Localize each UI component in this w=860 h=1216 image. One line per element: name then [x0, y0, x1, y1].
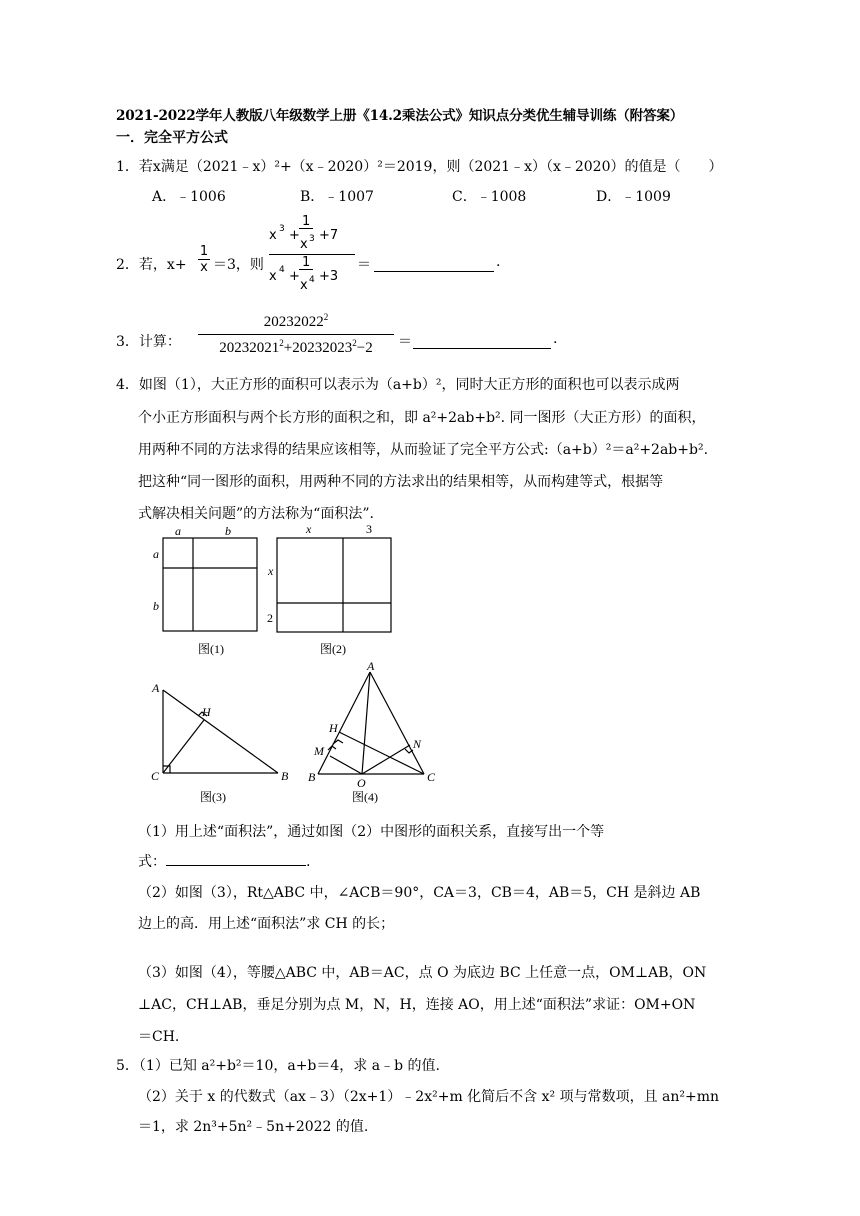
q4-sub1-line1: （1）用上述“面积法”，通过如图（2）中图形的面积关系，直接写出一个等: [138, 824, 605, 840]
fig2-label-left-2: 2: [267, 611, 273, 625]
question-4-line5: 式解决相关问题”的方法称为“面积法”.: [138, 506, 374, 522]
q4-sub3-line2: ⊥AC，CH⊥AB，垂足分别为点 M，N，H，连接 AO，用上述“面积法”求证：OM+ON: [138, 997, 696, 1013]
fig4-label-B: B: [308, 770, 316, 784]
fig3-label-C: C: [151, 769, 160, 783]
question-5-line1: 5．（1）已知 a²+b²＝10，a+b＝4，求 a﹣b 的值.: [116, 1058, 440, 1074]
q3-denominator: $20232021^2+20232023^2-2$: [219, 338, 373, 356]
question-number: 5．: [116, 1058, 139, 1074]
q2-eq3: ＝3，则: [213, 257, 264, 273]
option-a: A．﹣1006: [152, 189, 226, 205]
question-4-line1: 4．如图（1），大正方形的面积可以表示为（a+b）²，同时大正方形的面积也可以表示成两: [116, 377, 680, 393]
q2-numerator: x 3 + 1 x 3 +7: [269, 214, 339, 252]
figure-1: [163, 538, 257, 631]
option-c: C．﹣1008: [452, 189, 527, 205]
fig1-label-left-a: a: [153, 547, 159, 561]
q4-sub2-line1: （2）如图（3），Rt△ABC 中，∠ACB＝90°，CA＝3，CB＝4，AB＝5，CH 是斜边 AB: [138, 885, 701, 901]
fig2-label-left-x: x: [268, 564, 274, 578]
fig3-label-B: B: [281, 769, 289, 783]
fig1-label-b: b: [225, 524, 231, 538]
q3-numerator: 20232022: [263, 314, 324, 330]
question-number: 3．: [116, 334, 139, 350]
fig4-label-H: H: [329, 721, 338, 735]
q2-one: 1: [199, 244, 209, 259]
q2-denominator: x 4 + 1 x 4 +3: [269, 255, 339, 293]
fig1-label-left-b: b: [153, 599, 159, 613]
question-text: 若x满足（2021﹣x）²+（x﹣2020）²＝2019，则（2021﹣x）（x﹣2020）的值是（ ）: [138, 159, 723, 175]
page-title: 2021-2022学年人教版八年级数学上册《14.2乘法公式》知识点分类优生辅导训练（附答案）: [116, 108, 684, 124]
fig4-label-N: N: [413, 737, 422, 751]
question-4-line2: 个小正方形面积与两个长方形的面积之和，即 a²+2ab+b². 同一图形（大正方形）的面积，: [138, 410, 706, 426]
q2-tail: .: [496, 254, 501, 270]
fig1-caption: 图(1): [198, 642, 224, 656]
q2-equals: ＝: [357, 257, 371, 273]
q4-sub2-line2: 边上的高．用上述“面积法”求 CH 的长；: [138, 916, 395, 932]
q2-x: x: [200, 260, 208, 275]
option-b: B．﹣1007: [300, 189, 374, 205]
q3-tail: .: [553, 331, 558, 347]
section-heading: 一．完全平方公式: [116, 130, 228, 146]
fig4-label-M: M: [314, 744, 324, 758]
question-5-line2: （2）关于 x 的代数式（ax﹣3）（2x+1）﹣2x²+m 化简后不含 x² 项与常数项，且 an²+mn: [138, 1089, 720, 1105]
q4-sub3-line3: ＝CH.: [138, 1029, 180, 1045]
question-number: 2．: [116, 257, 139, 273]
fig3-label-H: H: [202, 705, 211, 719]
fig2-label-x: x: [306, 522, 312, 536]
option-d: D．﹣1009: [596, 189, 671, 205]
q3-lead: 计算：: [138, 334, 181, 350]
fig4-label-C: C: [427, 770, 436, 784]
q4-sub1-answer-blank[interactable]: [166, 850, 306, 866]
fig4-label-O: O: [357, 776, 366, 790]
q4-sub3-line1: （3）如图（4），等腰△ABC 中，AB＝AC，点 O 为底边 BC 上任意一点，OM⊥AB，ON: [138, 965, 707, 981]
figure-3: [163, 690, 278, 773]
question-5-line3: ＝1，求 2n³+5n²﹣5n+2022 的值.: [138, 1119, 369, 1135]
question-4-line4: 把这种“同一图形的面积，用两种不同的方法求出的结果相等，从而构建等式，根据等: [138, 474, 664, 490]
fig3-caption: 图(3): [200, 790, 226, 804]
fig3-label-A: A: [152, 681, 160, 695]
question-number: 1．: [116, 159, 139, 175]
fig4-label-A: A: [367, 659, 375, 673]
q2-lead: 若，x+: [138, 257, 187, 273]
fig2-label-3: 3: [366, 522, 372, 536]
q4-sub1-line2: 式： .: [138, 850, 310, 871]
question-number: 4．: [116, 377, 139, 393]
fig1-label-a: a: [175, 524, 181, 538]
q3-equals: ＝: [398, 334, 412, 350]
fig4-caption: 图(4): [352, 790, 378, 804]
fig2-caption: 图(2): [320, 642, 346, 656]
q3-fraction: 20232022$^2$ $20232021^2+20232023^2-2$: [198, 312, 394, 357]
figure-2: [277, 538, 391, 632]
question-4-line3: 用两种不同的方法求得的结果应该相等，从而验证了完全平方公式:（a+b）²＝a²+2ab+b².: [138, 442, 709, 458]
